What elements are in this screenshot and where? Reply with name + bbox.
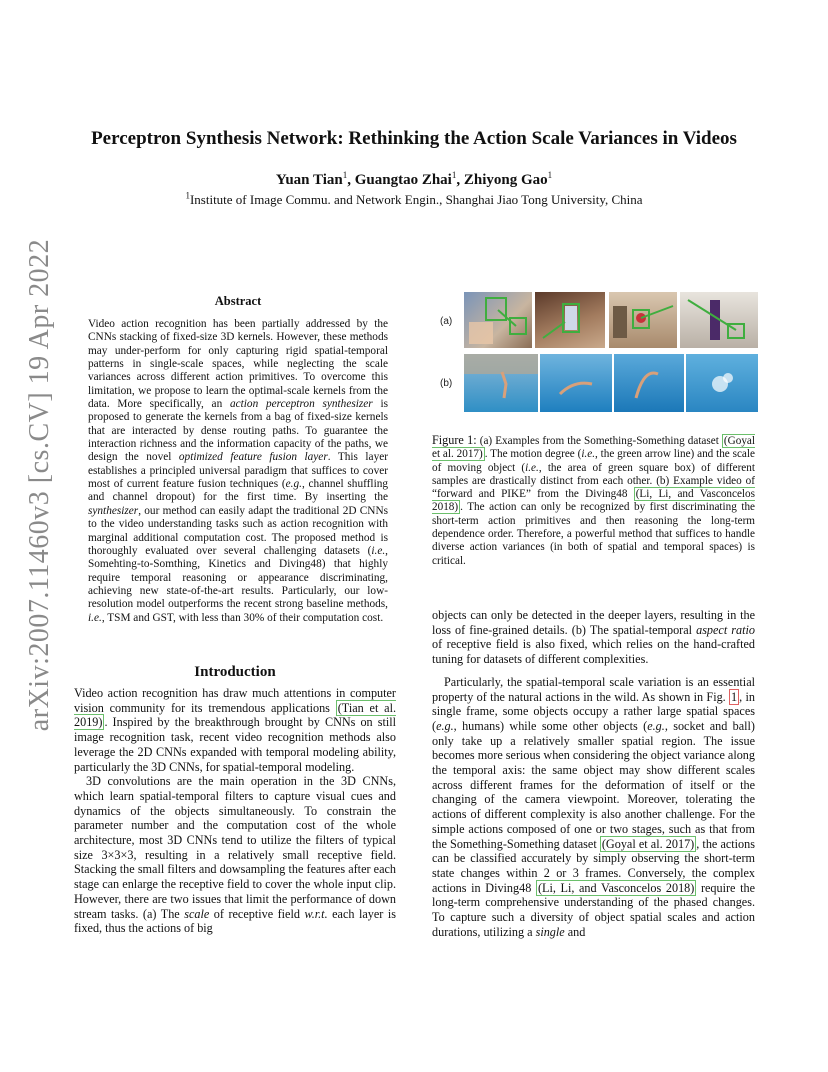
citation-link[interactable]: (Goyal et al. 2017) bbox=[432, 435, 755, 461]
figure-a-frame-4 bbox=[680, 292, 758, 348]
introduction-body bbox=[74, 686, 396, 936]
figure-1-caption: Figure 1: (a) Examples from the Something-Something dataset (Goyal et al. 2017) . The motion degree (i.e., the green arrow line) and the scale of moving object (i.e., the area of green square box) of different samples are drastically distinct from each other. (b) Example video of “forward and PIKE” from the Diving48 (Li, Li, and Vasconcelos 2018) . The action can only be recognized by first discriminating the short-term action primitives and then reasoning the long-term dependence order. Therefore, a powerful method that suffices to handle diverse action variances (in both of spatial and temporal spaces) is critical. bbox=[432, 433, 755, 567]
figure-b-frame-3 bbox=[614, 354, 684, 412]
figure-b-frame-1 bbox=[464, 354, 538, 412]
introduction-heading: Introduction bbox=[194, 664, 276, 680]
right-paragraph-2: Particularly, the spatial-temporal scale variation is an essential property of the natural actions in the wild. As shown in Fig. 1 , in single frame, some objects occupy a rather large spatial spaces (e.g., humans) while some other objects (e.g., socket and ball) only take up a relatively smaller spatial region. The issue becomes more serious when considering the object variance along the temporal axis: the same object may show different scales across different frames for the deformation of itself or the changing of the camera viewpoint. Moreover, tolerating the actions of different complexity is also another challenge. For the simple actions composed of one or two stages, such as that from the Something-Something dataset (Goyal et al. 2017) , the actions can be classified accurately by simply observing the short-term state changes within 2 or 3 frames. Conversely, the complex actions in Diving48 (Li, Li, and Vasconcelos 2018) require the long-term comprehensive understanding of the phased changes. To capture such a diversity of object spatial scales and action durations, utilizing a single and bbox=[432, 674, 755, 939]
abstract-heading: Abstract bbox=[214, 294, 262, 308]
intro-paragraph-1: Video action recognition has draw much attentions in computer vision community for its tremendous applications (Tian et al. 2019) . Inspired by the breakthrough brought by CNNs on still image recognition task, recent video recognition methods also leverage the 2D CNNs expanded with temporal modeling ability, particularly the 3D CNNs, for spatial-temporal modeling. bbox=[74, 686, 396, 774]
figure-a-frame-2 bbox=[535, 292, 605, 348]
citation-link[interactable]: (Li, Li, and Vasconcelos 2018) bbox=[432, 488, 755, 514]
citation-link[interactable]: (Li, Li, and Vasconcelos 2018) bbox=[537, 880, 695, 895]
author-list: Yuan Tian$^1$, Guangtao Zhai$^1$, Zhiyong Gao$^1$ bbox=[275, 170, 553, 188]
figure-label-b: (b) bbox=[440, 378, 453, 389]
abstract-body: Video action recognition has been partially addressed by the CNNs stacking of fixed-size 3D kernels. However, these methods may under-perform for only capturing rigid spatial-temporal patterns in single-scale spaces, while neglecting the scale variances across different action primitives. To overcome this limitation, we propose to learn the optimal-scale kernels from the data. More specifically, an action perceptron synthesizer is proposed to generate the kernels from a bag of fixed-size kernels that are interacted by dense routing paths. To guarantee the interaction richness and the information capacity of the paths, we design the novel optimized feature fusion layer. This layer establishes a principled universal paradigm that suffices to cover most of current feature fusion techniques (e.g., channel shuffling and channel dropout) for the first time. By inserting the synthesizer, our method can easily adapt the traditional 2D CNNs to the video understanding tasks such as action recognition with marginal additional computation cost. The proposed method is thoroughly evaluated over several challenging datasets (i.e., Somehting-to-Somthing, Kinetics and Diving48) that highly require temporal reasoning or appearance discriminating, achieving new state-of-the-art results. Particularly, our low-resolution model outperforms the recent strong baseline methods, i.e., TSM and GST, with less than 30% of their computation cost. bbox=[88, 318, 389, 624]
right-column-body bbox=[432, 608, 755, 939]
figure-label-a: (a) bbox=[440, 316, 453, 327]
figure-1 bbox=[440, 292, 758, 424]
right-paragraph-1: objects can only be detected in the deeper layers, resulting in the loss of fine-grained details. (b) The spatial-temporal aspect ratio of receptive field is also fixed, which relies on the hand-crafted tuning for datasets of different complexities. bbox=[432, 608, 755, 667]
author-2: , Guangtao Zhai bbox=[347, 172, 452, 188]
arxiv-id: arXiv:2007.11460v3 [cs.CV] 19 Apr 2022 bbox=[24, 238, 55, 732]
affiliation: $^1$Institute of Image Commu. and Network Engin., Shanghai Jiao Tong University, China bbox=[185, 190, 643, 207]
figure-b-frame-2 bbox=[540, 354, 612, 412]
citation-link[interactable]: (Tian et al. 2019) bbox=[74, 700, 396, 730]
figure-b-frame-4 bbox=[686, 354, 758, 412]
figure-a-frame-3 bbox=[609, 292, 677, 348]
figure-ref-link[interactable]: 1 bbox=[731, 689, 738, 704]
paper-title: Perceptron Synthesis Network: Rethinking the Action Scale Variances in Videos bbox=[91, 128, 737, 149]
author-3: , Zhiyong Gao bbox=[456, 172, 548, 188]
intro-paragraph-2: 3D convolutions are the main operation in the 3D CNNs, which learn spatial-temporal filters to capture visual cues and dynamics of the objects simultaneously. To constrain the parameter number and the computation cost of the whole architecture, most 3D CNNs tend to utilize the filters of typical size 3×3×3, resulting in a relatively small receptive field. Stacking the small filters and dowsampling the features after each stage can enlarge the receptive field to cover the whole input clip. However, there are two issues that limit the performance of down stream tasks. (a) The scale of receptive field w.r.t. each layer is fixed, thus the actions of big bbox=[74, 774, 396, 936]
citation-link[interactable]: (Goyal et al. 2017) bbox=[601, 836, 695, 851]
author-1: Yuan Tian bbox=[275, 172, 343, 188]
figure-a-frame-1 bbox=[464, 292, 532, 348]
arxiv-sidebar bbox=[20, 238, 60, 732]
